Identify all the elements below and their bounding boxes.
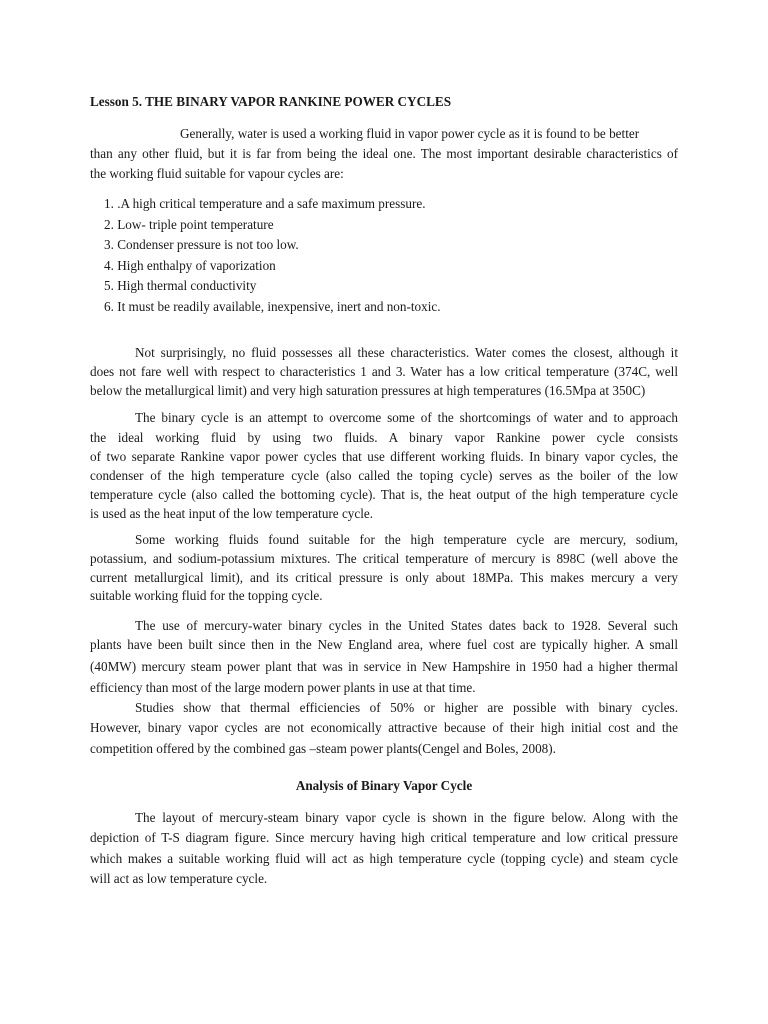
paragraph-line: will act as low temperature cycle. <box>90 871 268 886</box>
intro-line: than any other fluid, but it is far from being the ideal one. The most important desirable characteristics of <box>90 146 678 161</box>
intro-line: the working fluid suitable for vapour cycles are: <box>90 166 344 181</box>
paragraph-line: below the metallurgical limit) and very high saturation pressures at high temperatures (16.5Mpa at 350C) <box>90 383 646 398</box>
paragraph-line: The layout of mercury-steam binary vapor cycle is shown in the figure below. Along with the <box>135 810 678 825</box>
paragraph-line: Not surprisingly, no fluid possesses all these characteristics. Water comes the closest, although it <box>135 345 678 360</box>
section-heading: Analysis of Binary Vapor Cycle <box>295 778 473 793</box>
paragraph-line: plants have been built since then in the New England area, where fuel cost are typically higher. A small <box>90 637 678 652</box>
paragraph-line: potassium, and sodium-potassium mixtures. The critical temperature of mercury is 898C (well above the <box>90 551 678 566</box>
paragraph-line: The binary cycle is an attempt to overcome some of the shortcomings of water and to approach <box>135 410 678 425</box>
paragraph-line: the ideal working fluid by using two fluids. A binary vapor Rankine power cycle consists <box>90 430 678 445</box>
paragraph-line: Some working fluids found suitable for the high temperature cycle are mercury, sodium, <box>135 532 678 547</box>
paragraph-line: competition offered by the combined gas –steam power plants(Cengel and Boles, 2008). <box>90 741 556 756</box>
paragraph-line: Studies show that thermal efficiencies of 50% or higher are possible with binary cycles. <box>135 700 678 715</box>
list-item: 2. Low- triple point temperature <box>104 217 274 232</box>
paragraph-line: However, binary vapor cycles are not economically attractive because of their high initial cost and the <box>90 720 678 735</box>
paragraph-line: depiction of T-S diagram figure. Since mercury having high critical temperature and low critical pressure <box>90 830 678 845</box>
list-item: 1. .A high critical temperature and a safe maximum pressure. <box>104 196 426 211</box>
paragraph-line: current metallurgical limit), and its critical pressure is only about 18MPa. This makes mercury a very <box>90 570 678 585</box>
list-item: 3. Condenser pressure is not too low. <box>104 237 299 252</box>
list-item: 5. High thermal conductivity <box>104 278 257 293</box>
paragraph-line: (40MW) mercury steam power plant that was in service in New Hampshire in 1950 had a higher thermal <box>90 659 678 674</box>
paragraph-line: does not fare well with respect to characteristics 1 and 3. Water has a low critical temperature (374C, well <box>90 364 678 379</box>
intro-line: Generally, water is used a working fluid in vapor power cycle as it is found to be better <box>180 126 640 141</box>
paragraph-line: suitable working fluid for the topping cycle. <box>90 588 323 603</box>
list-item: 6. It must be readily available, inexpensive, inert and non-toxic. <box>104 299 441 314</box>
paragraph-line: of two separate Rankine vapor power cycles that use different working fluids. In binary vapor cycles, the <box>90 449 678 464</box>
list-item: 4. High enthalpy of vaporization <box>104 258 276 273</box>
paragraph-line: is used as the heat input of the low temperature cycle. <box>90 506 374 521</box>
paragraph-line: temperature cycle (also called the bottoming cycle). That is, the heat output of the high temperature cycle <box>90 487 678 502</box>
paragraph-line: condenser of the high temperature cycle (also called the toping cycle) serves as the boiler of the low <box>90 468 678 483</box>
lesson-title: Lesson 5. THE BINARY VAPOR RANKINE POWER CYCLES <box>90 94 452 109</box>
paragraph-line: efficiency than most of the large modern power plants in use at that time. <box>90 680 476 695</box>
paragraph-line: which makes a suitable working fluid will act as high temperature cycle (topping cycle) and steam cycle <box>90 851 678 866</box>
paragraph-line: The use of mercury-water binary cycles in the United States dates back to 1928. Several such <box>135 618 678 633</box>
